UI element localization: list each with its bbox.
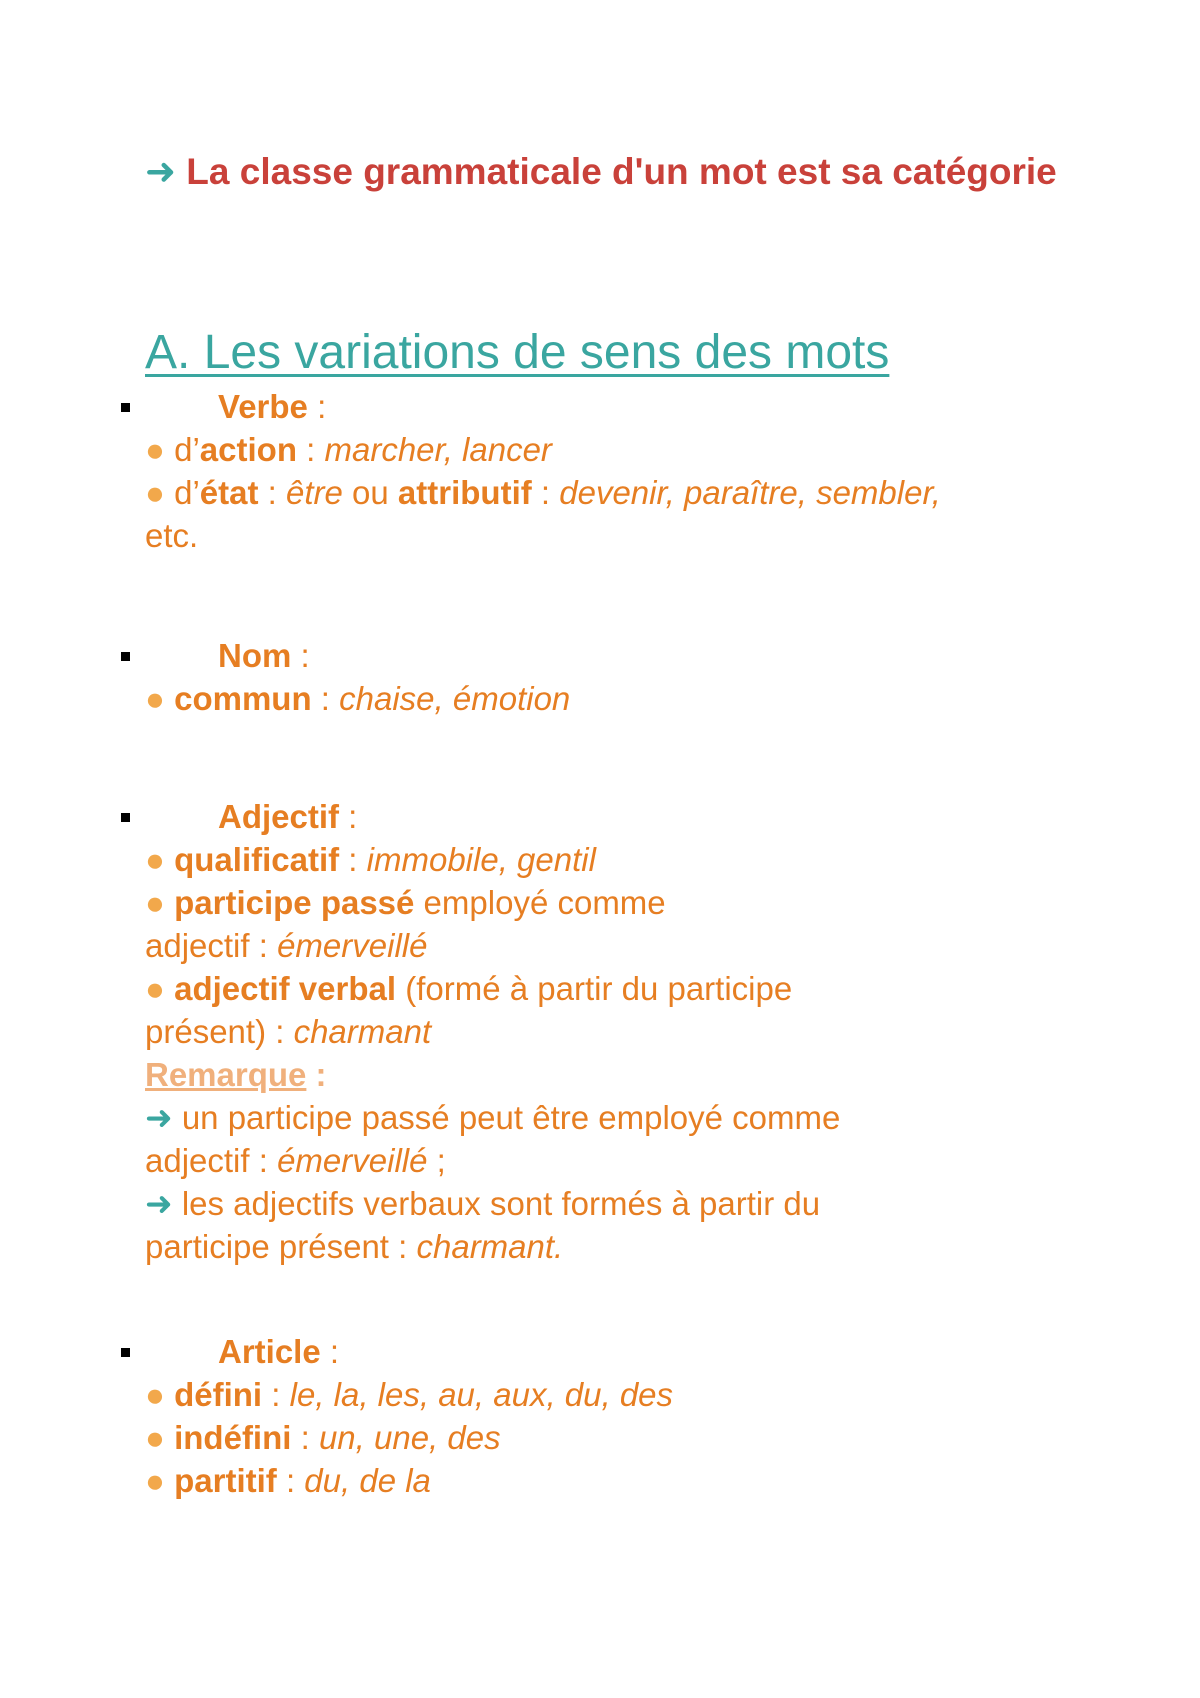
article-defini-line: ● défini : le, la, les, au, aux, du, des [145, 1376, 674, 1413]
adjectif-participe-line: ● participe passé employé comme [145, 884, 666, 921]
arrow-right-icon: ➜ [145, 151, 177, 192]
arrow-right-icon: ➜ [145, 1185, 173, 1222]
adjectif-verbal-cont-line: présent) : charmant [145, 1013, 432, 1050]
intro-text: La classe grammaticale d'un mot est sa catégorie [186, 151, 1057, 192]
nom-label: Nom [218, 637, 292, 674]
article-heading: Article : [0, 1330, 1200, 1373]
adjectif-heading: Adjectif : [0, 795, 1200, 838]
dot-bullet-icon: ● [145, 474, 165, 511]
dot-bullet-icon: ● [145, 1419, 165, 1456]
article-section [0, 1330, 1200, 1502]
intro-statement [145, 146, 1065, 197]
verbe-etat-line: ● d’état : être ou attributif : devenir, paraître, sembler, [145, 474, 941, 511]
adjectif-qualificatif-line: ● qualificatif : immobile, gentil [145, 841, 596, 878]
remarque-heading: Remarque : [145, 1056, 327, 1093]
adjectif-label: Adjectif [218, 798, 340, 835]
article-partitif-line: ● partitif : du, de la [145, 1462, 431, 1499]
remarque-label: Remarque [145, 1056, 307, 1093]
section-title: A. Les variations de sens des mots [145, 326, 890, 379]
square-bullet-icon [121, 652, 130, 661]
dot-bullet-icon: ● [145, 431, 165, 468]
remarque-line-2: ➜ les adjectifs verbaux sont formés à partir du [145, 1185, 821, 1222]
square-bullet-icon [121, 813, 130, 822]
adjectif-participe-cont-line: adjectif : émerveillé [145, 927, 428, 964]
remarque-line-1-cont: adjectif : émerveillé ; [145, 1142, 446, 1179]
nom-section [0, 634, 1200, 720]
remarque-line-2-cont: participe présent : charmant. [145, 1228, 564, 1265]
nom-commun-line: ● commun : chaise, émotion [145, 680, 571, 717]
nom-heading: Nom : [0, 634, 1200, 677]
verbe-etc-line: etc. [145, 517, 199, 554]
adjectif-section [0, 795, 1200, 1268]
dot-bullet-icon: ● [145, 884, 165, 921]
article-indefini-line: ● indéfini : un, une, des [145, 1419, 501, 1456]
dot-bullet-icon: ● [145, 841, 165, 878]
dot-bullet-icon: ● [145, 1376, 165, 1413]
verbe-heading: Verbe : [0, 385, 1200, 428]
article-label: Article [218, 1333, 321, 1370]
arrow-right-icon: ➜ [145, 1099, 173, 1136]
square-bullet-icon [121, 1348, 130, 1357]
verbe-action-line: ● d’action : marcher, lancer [145, 431, 552, 468]
dot-bullet-icon: ● [145, 970, 165, 1007]
dot-bullet-icon: ● [145, 1462, 165, 1499]
dot-bullet-icon: ● [145, 680, 165, 717]
adjectif-verbal-line: ● adjectif verbal (formé à partir du participe [145, 970, 793, 1007]
verbe-label: Verbe [218, 388, 308, 425]
verbe-section [0, 385, 1200, 557]
square-bullet-icon [121, 403, 130, 412]
remarque-line-1: ➜ un participe passé peut être employé comme [145, 1099, 841, 1136]
